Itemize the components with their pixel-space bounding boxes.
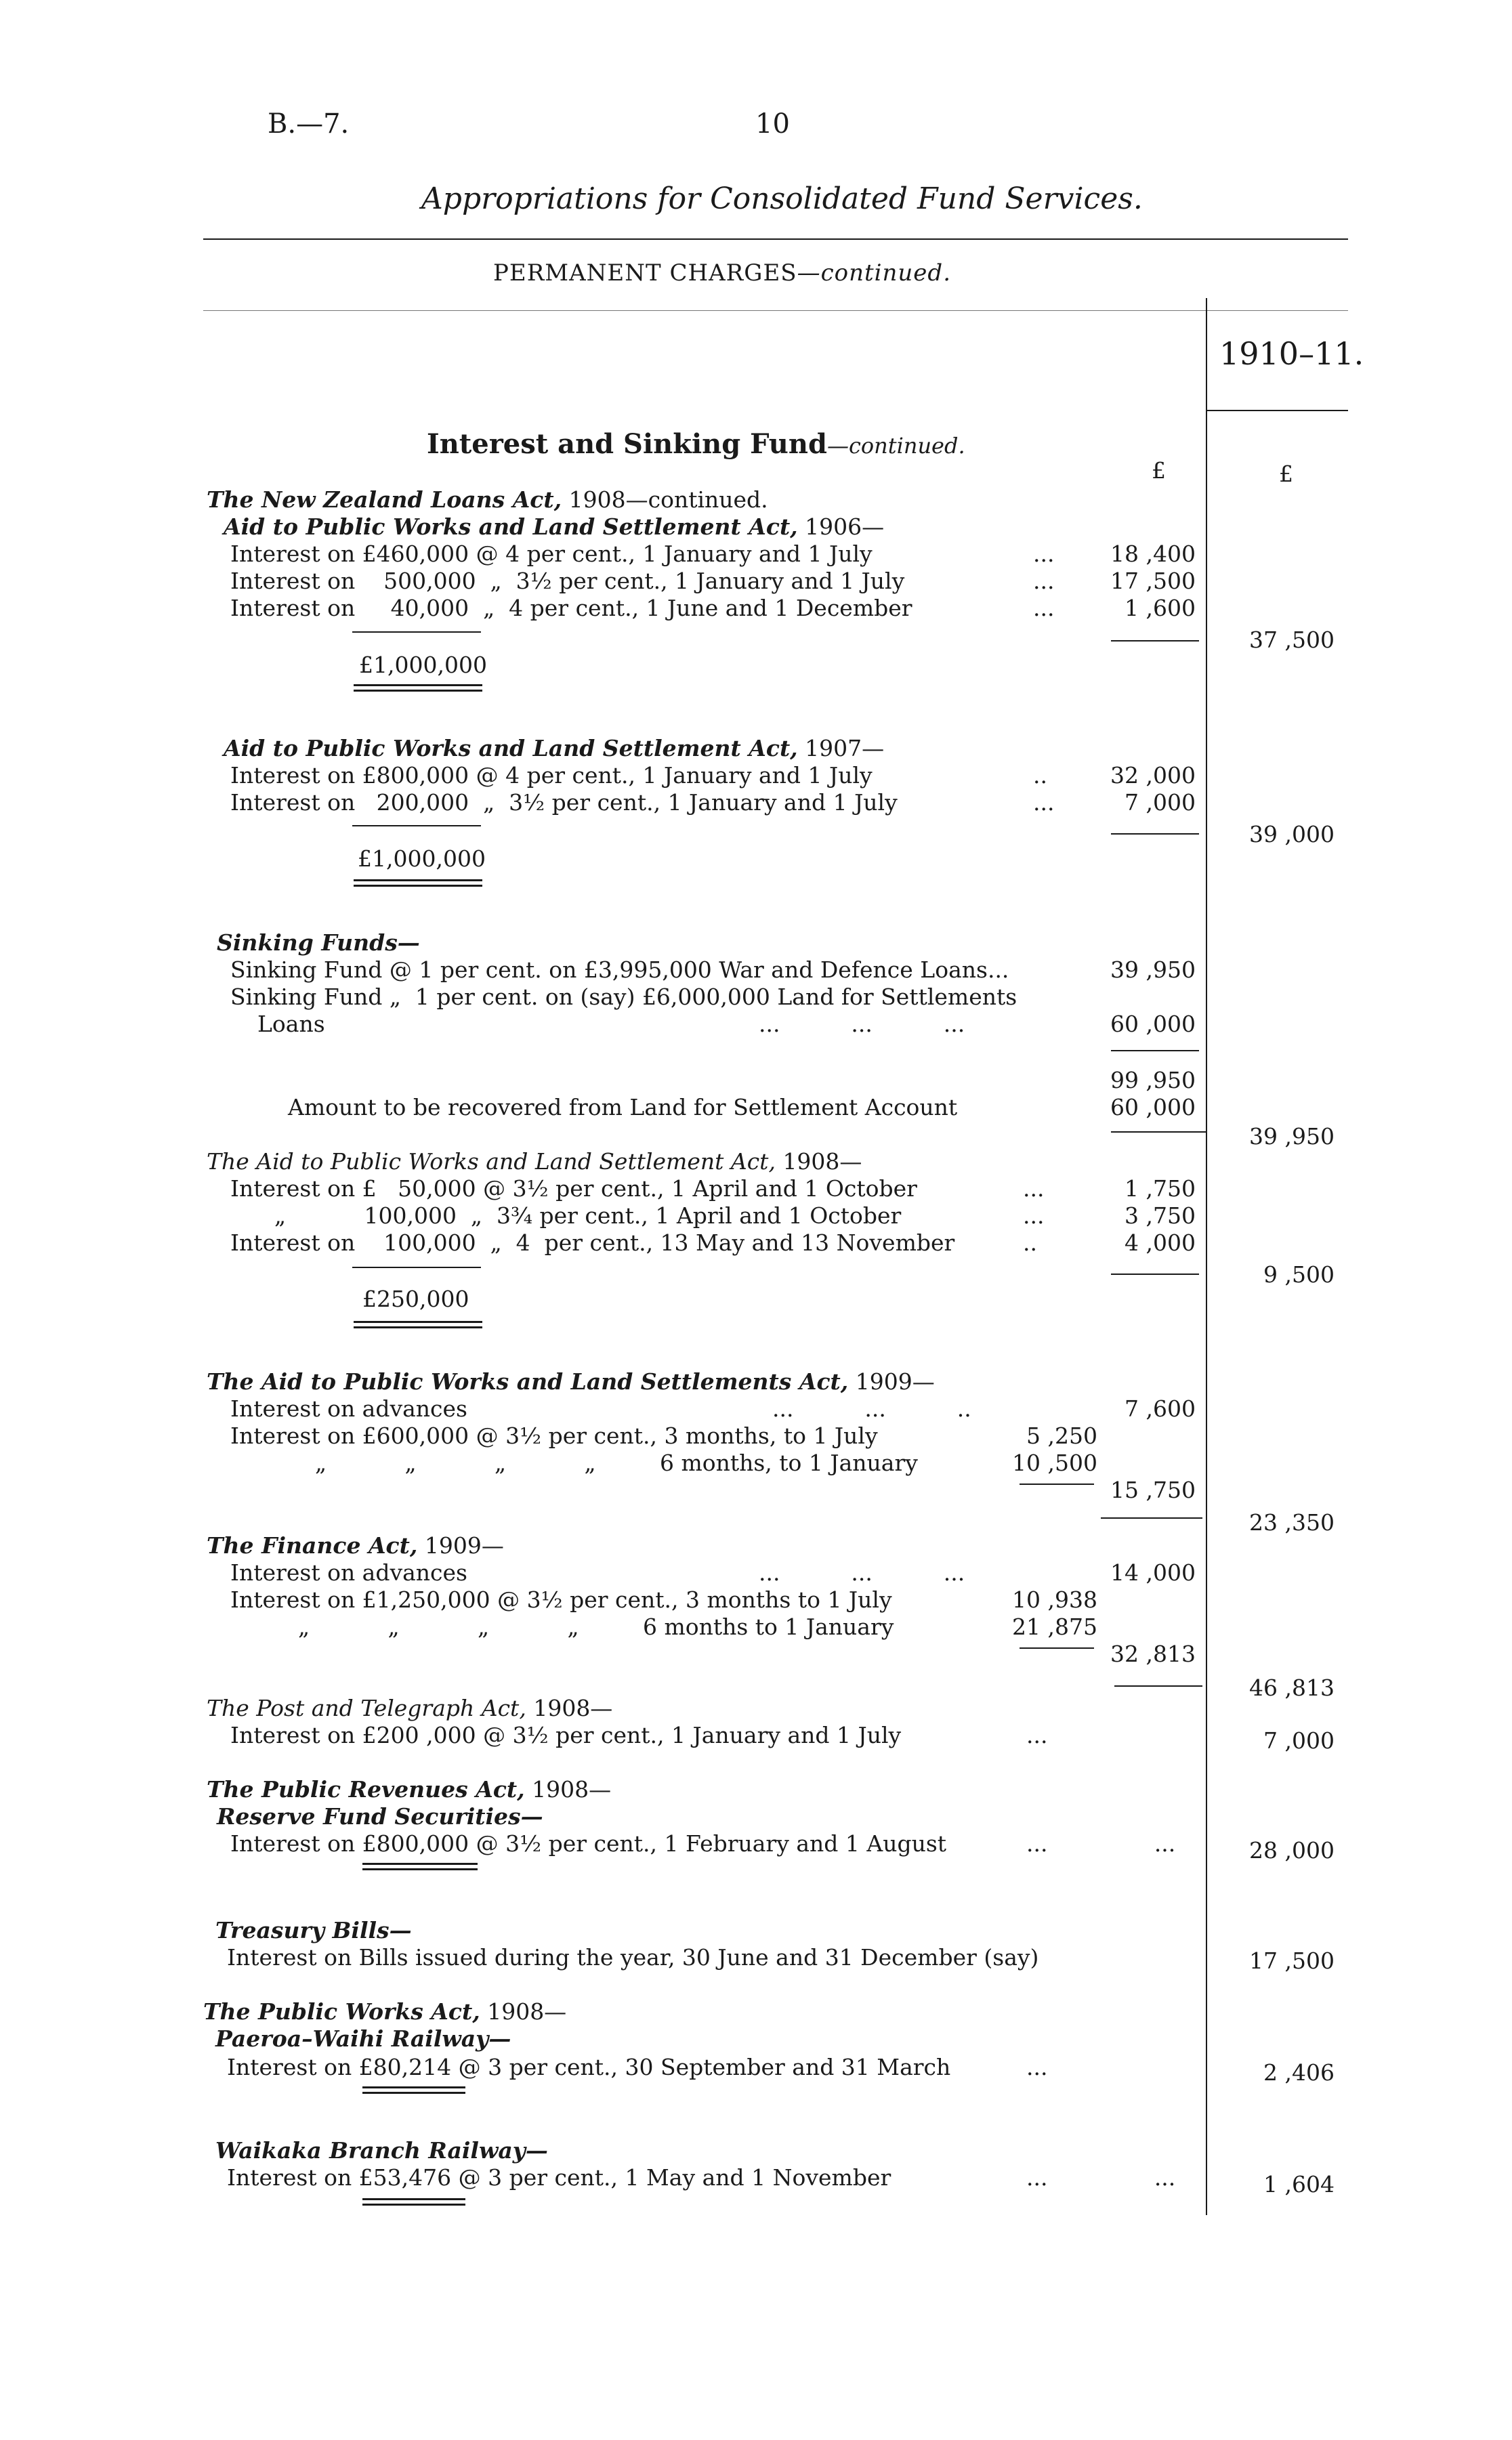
leader-dots: ...	[1033, 568, 1055, 594]
leader-dots: ...	[1023, 1175, 1045, 1202]
subtotal-rule	[1111, 833, 1199, 835]
aid-1908-title: The Aid to Public Works and Land Settlement Act, 1908—	[207, 1148, 862, 1175]
year-heading: 1910–11.	[1219, 335, 1364, 372]
aid-1908-line-3: Interest on 100,000 „ 4 per cent., 13 May and 13 November	[230, 1229, 955, 1256]
aid-1909-line-1: Interest on £600,000 @ 3½ per cent., 3 months, to 1 July	[230, 1423, 878, 1449]
finance-part-2: 21 ,875	[1012, 1614, 1097, 1640]
principal-rule	[352, 1267, 481, 1268]
finance-advances: 14 ,000	[1110, 1559, 1196, 1586]
nz-loans-line-3: Interest on 40,000 „ 4 per cent., 1 June and 1 December	[230, 595, 912, 621]
subtotal-rule	[1111, 640, 1199, 641]
sinking-amount-2: 60 ,000	[1110, 1011, 1196, 1037]
subtotal-rule	[1111, 1050, 1199, 1051]
aid-1907-amount-1: 32 ,000	[1110, 762, 1196, 788]
public-revenues-title: The Public Revenues Act, 1908—	[207, 1776, 612, 1803]
column-divider	[1206, 298, 1207, 2215]
leader-dots: ... ... ...	[759, 1011, 965, 1037]
document-code: B.—7.	[268, 108, 350, 140]
aid-1909-advances: 7 ,600	[1125, 1395, 1196, 1422]
sinking-line-2: Sinking Fund „ 1 per cent. on (say) £6,000,000 Land for Settlements	[230, 984, 1017, 1010]
page-title: Appropriations for Consolidated Fund Services.	[421, 182, 1143, 216]
aid-1909-total: 23 ,350	[1249, 1509, 1335, 1536]
aid-1909-part-1: 5 ,250	[1026, 1423, 1097, 1449]
aid-1907-total: 39 ,000	[1249, 821, 1335, 847]
aid-1909-title: The Aid to Public Works and Land Settlements Act, 1909—	[207, 1368, 935, 1395]
year-rule	[1206, 410, 1348, 411]
aid-1908-amount-3: 4 ,000	[1125, 1229, 1196, 1256]
post-telegraph-total: 7 ,000	[1263, 1727, 1335, 1754]
principal-double-rule	[354, 1321, 482, 1328]
nz-loans-line-2: Interest on 500,000 „ 3½ per cent., 1 January and 1 July	[230, 568, 905, 594]
sinking-line-2b: Loans	[257, 1011, 325, 1037]
aid-1908-amount-2: 3 ,750	[1125, 1202, 1196, 1229]
finance-line-2: „ „ „ „ 6 months to 1 January	[298, 1614, 894, 1640]
post-telegraph-title: The Post and Telegraph Act, 1908—	[207, 1695, 613, 1721]
finance-line-1: Interest on £1,250,000 @ 3½ per cent., 3 months to 1 July	[230, 1586, 892, 1613]
leader-dots: ...	[1026, 1722, 1048, 1748]
finance-subtotal: 32 ,813	[1110, 1641, 1196, 1667]
principal-double-rule	[354, 879, 482, 887]
nz-loans-amount-3: 1 ,600	[1125, 595, 1196, 621]
sinking-amount-1: 39 ,950	[1110, 956, 1196, 983]
subtotal-rule	[1114, 1685, 1202, 1687]
header-rule	[203, 238, 1348, 240]
aid-1907-title: Aid to Public Works and Land Settlement Act, 1907—	[224, 735, 885, 761]
leader-dots: ... ... ..	[772, 1395, 971, 1422]
aid-1909-part-2: 10 ,500	[1012, 1450, 1097, 1476]
aid-1909-subtotal: 15 ,750	[1110, 1477, 1196, 1503]
recovered-amount: 60 ,000	[1110, 1094, 1196, 1120]
pound-sign-col1: £	[1152, 457, 1166, 484]
treasury-bills-total: 17 ,500	[1249, 1948, 1335, 1974]
aid-1906-subtitle: Aid to Public Works and Land Settlement Act, 1906—	[224, 513, 885, 540]
waikaka-subtitle: Waikaka Branch Railway—	[215, 2137, 548, 2164]
aid-1907-line-2: Interest on 200,000 „ 3½ per cent., 1 January and 1 July	[230, 789, 898, 816]
leader-dots: ...	[1026, 2054, 1048, 2080]
pound-sign-col2: £	[1279, 461, 1293, 487]
section-subtitle: PERMANENT CHARGES—continued.	[493, 259, 951, 287]
treasury-bills-heading: Treasury Bills—	[215, 1917, 412, 1943]
leader-dots: ..	[1023, 1229, 1037, 1256]
waikaka-line: Interest on £53,476 @ 3 per cent., 1 May and 1 November	[227, 2164, 891, 2191]
leader-dots: ... ...	[1026, 2164, 1176, 2191]
post-telegraph-line: Interest on £200 ,000 @ 3½ per cent., 1 January and 1 July	[230, 1722, 902, 1748]
aid-1908-amount-1: 1 ,750	[1125, 1175, 1196, 1202]
aid-1908-total: 9 ,500	[1263, 1261, 1335, 1288]
treasury-bills-line: Interest on Bills issued during the year, 30 June and 31 December (say)	[227, 1944, 1039, 1971]
subtotal-rule	[1101, 1517, 1202, 1519]
sinking-funds-heading: Sinking Funds—	[217, 929, 420, 956]
public-works-line: Interest on £80,214 @ 3 per cent., 30 September and 31 March	[227, 2054, 951, 2080]
leader-dots: ...	[1033, 541, 1055, 567]
finance-part-1: 10 ,938	[1012, 1586, 1097, 1613]
subtotal-rule	[1111, 1274, 1199, 1275]
finance-total: 46 ,813	[1249, 1675, 1335, 1701]
finance-act-title: The Finance Act, 1909—	[207, 1532, 504, 1559]
sinking-line-1: Sinking Fund @ 1 per cent. on £3,995,000 War and Defence Loans...	[230, 956, 1009, 983]
principal-rule	[352, 825, 481, 826]
aid-1908-principal: £250,000	[362, 1286, 469, 1312]
aid-1907-amount-2: 7 ,000	[1125, 789, 1196, 816]
public-revenues-line: Interest on £800,000 @ 3½ per cent., 1 February and 1 August	[230, 1830, 947, 1857]
public-revenues-total: 28 ,000	[1249, 1837, 1335, 1864]
section-heading: Interest and Sinking Fund—continued.	[427, 428, 965, 460]
leader-dots: ... ... ...	[759, 1559, 965, 1586]
sinking-subtotal: 99 ,950	[1110, 1067, 1196, 1093]
subtitle-rule	[203, 310, 1348, 311]
recovered-label: Amount to be recovered from Land for Settlement Account	[288, 1094, 958, 1120]
waikaka-total: 1 ,604	[1263, 2171, 1335, 2197]
nz-loans-principal: £1,000,000	[359, 652, 487, 678]
nz-loans-amount-1: 18 ,400	[1110, 541, 1196, 567]
principal-double-rule	[354, 684, 482, 692]
reserve-fund-subtitle: Reserve Fund Securities—	[217, 1803, 543, 1830]
leader-dots: ...	[1023, 1202, 1045, 1229]
finance-advances-label: Interest on advances	[230, 1559, 467, 1586]
aid-1909-advances-label: Interest on advances	[230, 1395, 467, 1422]
leader-dots: ...	[1033, 789, 1055, 816]
principal-double-rule	[362, 2086, 465, 2094]
nz-loans-line-1: Interest on £460,000 @ 4 per cent., 1 January and 1 July	[230, 541, 873, 567]
aid-1908-line-1: Interest on £ 50,000 @ 3½ per cent., 1 April and 1 October	[230, 1175, 917, 1202]
aid-1907-principal: £1,000,000	[358, 845, 486, 872]
paeroa-waihi-subtitle: Paeroa–Waihi Railway—	[215, 2025, 511, 2052]
leader-dots: ...	[1033, 595, 1055, 621]
aid-1909-line-2: „ „ „ „ 6 months, to 1 January	[315, 1450, 918, 1476]
sinking-total: 39 ,950	[1249, 1123, 1335, 1150]
leader-dots: ..	[1033, 762, 1047, 788]
nz-loans-total: 37 ,500	[1249, 627, 1335, 653]
public-works-total: 2 ,406	[1263, 2059, 1335, 2086]
nz-loans-amount-2: 17 ,500	[1110, 568, 1196, 594]
principal-double-rule	[362, 1863, 478, 1870]
leader-dots: ... ...	[1026, 1830, 1176, 1857]
page-number: 10	[755, 108, 790, 140]
aid-1908-line-2: „ 100,000 „ 3¾ per cent., 1 April and 1 October	[274, 1202, 902, 1229]
aid-1907-line-1: Interest on £800,000 @ 4 per cent., 1 January and 1 July	[230, 762, 873, 788]
public-works-title: The Public Works Act, 1908—	[203, 1998, 567, 2025]
subtotal-rule	[1111, 1131, 1206, 1133]
principal-double-rule	[362, 2198, 465, 2206]
nz-loans-act-title: The New Zealand Loans Act, 1908—continued.	[207, 486, 768, 513]
principal-rule	[352, 631, 481, 633]
